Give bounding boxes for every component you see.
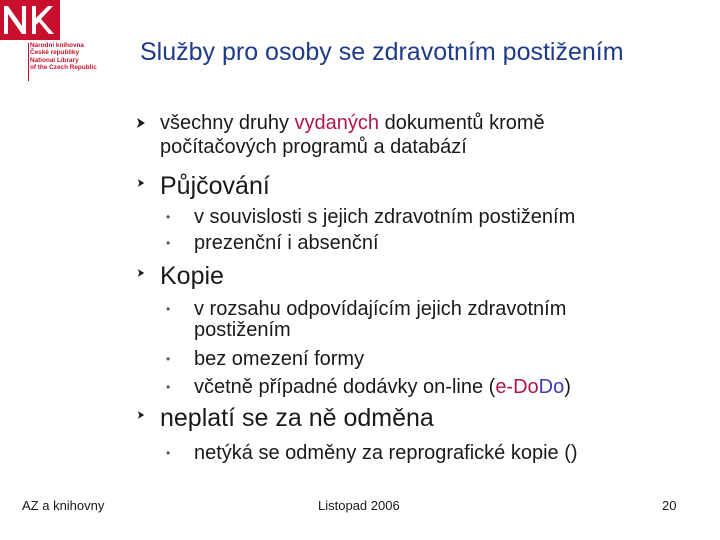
dot-bullet-icon: • — [166, 446, 171, 460]
sub-text: prezenční i absenční — [194, 232, 379, 254]
item-text: Kopie — [160, 262, 224, 290]
item-text: všechny druhy — [160, 112, 295, 134]
item-text-line2: počítačových programů a databází — [160, 136, 467, 158]
logo-rule — [28, 43, 29, 81]
dot-bullet-icon: • — [166, 210, 171, 224]
item-text: Půjčování — [160, 172, 270, 200]
sub-text: v souvislosti s jejich zdravotním postižením — [194, 206, 576, 228]
slide-title: Služby pro osoby se zdravotním postižením — [140, 38, 624, 66]
logo-line: National Library — [30, 56, 79, 64]
highlight-text: e-Do — [495, 376, 539, 398]
sub-text-line2: postižením — [194, 319, 291, 341]
nk-logo — [0, 0, 130, 90]
logo-text — [30, 42, 130, 72]
dot-bullet-icon: • — [166, 380, 171, 394]
highlight-text: vydaných — [294, 112, 380, 134]
sub-text: včetně případné dodávky on-line ( — [194, 376, 496, 398]
dot-bullet-icon: • — [166, 302, 171, 316]
footer-left: AZ a knihovny — [22, 498, 105, 513]
page-number: 20 — [662, 498, 677, 513]
sub-text: v rozsahu odpovídajícím jejich zdravotním — [194, 298, 567, 320]
dot-bullet-icon: • — [166, 236, 171, 250]
sub-text: bez omezení formy — [194, 348, 365, 370]
footer-date: Listopad 2006 — [318, 498, 400, 513]
logo-line: České republiky — [30, 49, 80, 57]
highlight-text: Do — [538, 376, 565, 398]
item-text: dokumentů kromě — [379, 112, 545, 134]
sub-text: ) — [564, 376, 571, 398]
arrow-bullet-icon — [134, 112, 148, 134]
arrow-bullet-icon — [134, 404, 148, 426]
item-text: neplatí se za ně odměna — [160, 404, 434, 432]
nk-logo-mark — [0, 0, 60, 40]
logo-line: of the Czech Republic — [30, 64, 97, 72]
sub-text: netýká se odměny za reprografické kopie () — [194, 442, 578, 464]
dot-bullet-icon: • — [166, 352, 171, 366]
logo-line: Národní knihovna — [30, 42, 84, 49]
arrow-bullet-icon — [134, 172, 148, 194]
arrow-bullet-icon — [134, 262, 148, 284]
